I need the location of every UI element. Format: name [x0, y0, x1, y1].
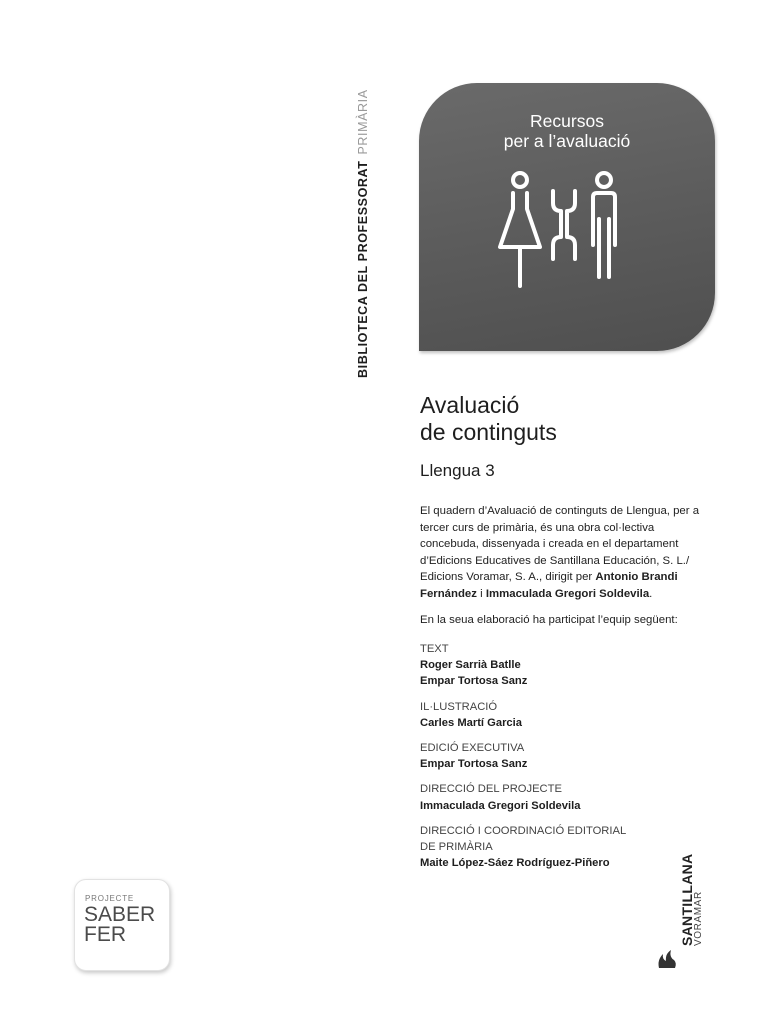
male-figure-icon	[593, 173, 615, 277]
credit-project-direction	[420, 781, 710, 813]
subject-subtitle: Llengua 3	[420, 461, 495, 480]
credit-person: Immaculada Gregori Soldevila	[420, 799, 581, 812]
logo-projecte-name	[84, 905, 155, 945]
publisher-imprint: VORAMAR	[693, 891, 704, 946]
female-figure-icon	[500, 173, 540, 286]
page-title	[420, 392, 557, 446]
credit-person: Empar Tortosa Sanz	[420, 675, 528, 688]
credit-role: DIRECCIÓ I COORDINACIÓ EDITORIAL	[420, 824, 627, 837]
flame-icon	[655, 948, 679, 970]
logo-line2: FER	[84, 923, 126, 946]
credit-text	[420, 641, 710, 690]
logo-line1: SABER	[84, 903, 156, 926]
intro-text: El quadern d’Avaluació de continguts de Llengua, per a tercer curs de primària, és una obra col·lectiva concebuda, dissenyada i creada en el departament d’Edicions Educatives de Santillana Educación, S. L./ Edicions Voramar, S. A., dirigit per	[420, 505, 700, 583]
title-line2: de continguts	[420, 419, 557, 445]
team-intro: En la seua elaboració ha participat l’equip següent:	[420, 614, 678, 626]
badge-title-line2: per a l’avaluació	[503, 131, 631, 151]
publisher-logo	[653, 853, 704, 972]
intro-end: .	[649, 587, 653, 600]
badge-title	[419, 111, 715, 151]
credit-role-continued: DE PRIMÀRIA	[420, 841, 493, 854]
logo-projecte-label: PROJECTE	[85, 894, 135, 903]
credit-executive-editing	[420, 740, 710, 772]
credit-person: Maite López-Sáez Rodríguez-Piñero	[420, 857, 610, 870]
collection-spine	[356, 89, 370, 378]
resources-badge	[419, 83, 715, 351]
credit-person: Roger Sarrià Batlle	[420, 659, 521, 672]
collection-name: BIBLIOTECA DEL PROFESSORAT	[356, 160, 370, 378]
credit-role: DIRECCIÓ DEL PROJECTE	[420, 783, 562, 796]
credit-role: TEXT	[420, 643, 449, 655]
publisher-name: SANTILLANA	[679, 853, 695, 946]
director-name-1: Antonio Brandi Fernández	[420, 571, 678, 600]
badge-title-line1: Recursos	[530, 111, 604, 131]
saber-fer-logo	[74, 879, 170, 971]
intro-connector: i	[476, 587, 486, 600]
director-name-2: Immaculada Gregori Soldevila	[485, 587, 650, 600]
intro-paragraph	[420, 503, 710, 602]
credit-person: Empar Tortosa Sanz	[420, 758, 528, 771]
credit-illustration	[420, 699, 710, 731]
badge-icons	[493, 169, 643, 289]
credit-role: IL·LUSTRACIÓ	[420, 700, 498, 713]
wrench-icon	[553, 191, 575, 259]
title-line1: Avaluació	[420, 392, 520, 418]
credits-list	[420, 641, 710, 880]
credit-role: EDICIÓ EXECUTIVA	[420, 742, 525, 755]
collection-level: PRIMÀRIA	[356, 89, 370, 155]
credit-person: Carles Martí Garcia	[420, 716, 522, 729]
